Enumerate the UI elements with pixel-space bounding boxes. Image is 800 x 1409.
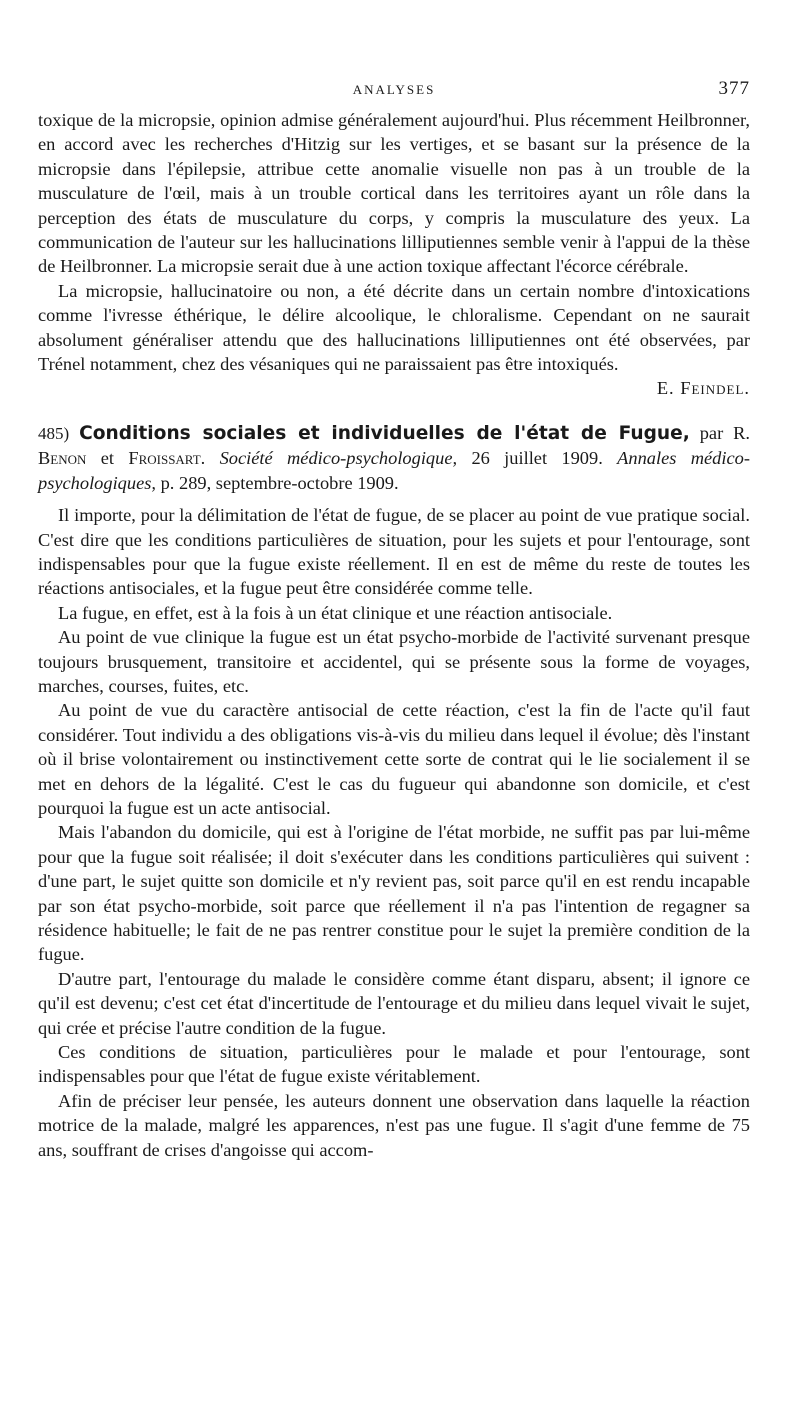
entry-by: par [699,422,724,443]
paragraph: Mais l'abandon du domicile, qui est à l'origine de l'état morbide, ne suffit pas par lui-même pour que la fugue soit réalisée; il doit s'exécuter dans les conditions particulières qui suivent : d'une part, le sujet quitte son domicile et n'y revient pas, soit parce qu'il en est rendu incapable par son état psycho-morbide, soit parce que réellement il n'a pas l'intention de regagner sa résidence habituelle; le fait de ne pas rentrer constitue pour le sujet la première condition de la fugue. [38,822,750,965]
page-header [38,78,750,108]
bibliographic-entry [38,421,750,495]
entry-body [38,503,750,1162]
entry-journal: Annales [617,448,677,469]
entry-journal: Société médico-psychologique, [219,448,458,469]
page [38,78,750,1162]
entry-reference: p. 289, septembre-octobre 1909. [160,472,399,493]
running-title: ANALYSES [352,82,436,97]
paragraph: Il importe, pour la délimitation de l'état de fugue, de se placer au point de vue pratique social. C'est dire que les conditions particulières de situation, pour les sujets et pour l'entourage, sont indispensables pour que la fugue existe réellement. Il en est de même du reste de toutes les réactions antisociales, et la fugue peut être considérée comme telle. [38,505,750,599]
paragraph: La micropsie, hallucinatoire ou non, a été décrite dans un certain nombre d'intoxications comme l'ivresse éthérique, le délire alcoolique, le chloralisme. Cependant on ne saurait absolument généraliser attendu que des hallucinations lilliputiennes ont été observées, par Trénel notamment, chez des vésaniques qui ne paraissaient pas être intoxiqués. [38,280,750,375]
paragraph: D'autre part, l'entourage du malade le considère comme étant disparu, absent; il ignore ce qu'il est devenu; c'est cet état d'incertitude de l'entourage et du milieu dans lequel vivait le sujet, qui crée et précise l'autre condition de la fugue. [38,968,750,1038]
entry-author: Froissart. [128,448,206,469]
paragraph: toxique de la micropsie, opinion admise généralement aujourd'hui. Plus récemment Heilbronner, en accord avec les recherches d'Hitzig sur les vertiges, et se basant sur la présence de la micropsie dans l'épilepsie, attribue cette anomalie visuelle non pas à un trouble de la musculature de l'œil, mais à un trouble cortical dans les territoires ayant un rôle dans la perception des états de musculature du corps, y compris la musculature des yeux. La communication de l'auteur sur les hallucinations lilliputiennes semble venir à l'appui de la thèse de Heilbronner. La micropsie serait due à une action toxique affectant l'écorce cérébrale. [38,110,750,277]
entry-title: Conditions sociales et individuelles de l'état de Fugue, [79,422,690,444]
paragraph: La fugue, en effet, est à la fois à un état clinique et une réaction antisociale. [58,602,613,623]
entry-journal: médico-psychologiques, [38,448,750,493]
paragraph: Ces conditions de situation, particulières pour le malade et pour l'entourage, sont indispensables pour que l'état de fugue existe véritablement. [38,1042,750,1087]
entry-author: R. Benon [38,422,750,469]
entry-and: et [100,448,114,469]
paragraph: Afin de préciser leur pensée, les auteurs donnent une observation dans laquelle la réaction motrice de la malade, malgré les apparences, n'est pas une fugue. Il s'agit d'une femme de 75 ans, souffrant de crises d'angoisse qui accom- [38,1090,750,1160]
paragraph: Au point de vue clinique la fugue est un état psycho-morbide de l'activité survenant presque toujours brusquement, transitoire et accidentel, qui se présente sous la forme de voyages, marches, courses, fuites, etc. [38,627,750,696]
entry-date: 26 juillet 1909. [471,448,603,469]
entry-number: 485) [38,423,70,443]
page-number: 377 [718,78,750,99]
paragraph: Au point de vue du caractère antisocial de cette réaction, c'est la fin de l'acte qu'il faut considérer. Tout individu a des obligations vis-à-vis du milieu dans lequel il évolue; dès l'instant où il brise volontairement ou instinctivement cette sorte de contrat qui le lie socialement il se met en dehors de la légalité. C'est le cas du fugueur qui abandonne son domicile, et c'est pourquoi la fugue est un acte antisocial. [38,700,750,818]
author-signature: E. Feindel. [656,378,750,399]
